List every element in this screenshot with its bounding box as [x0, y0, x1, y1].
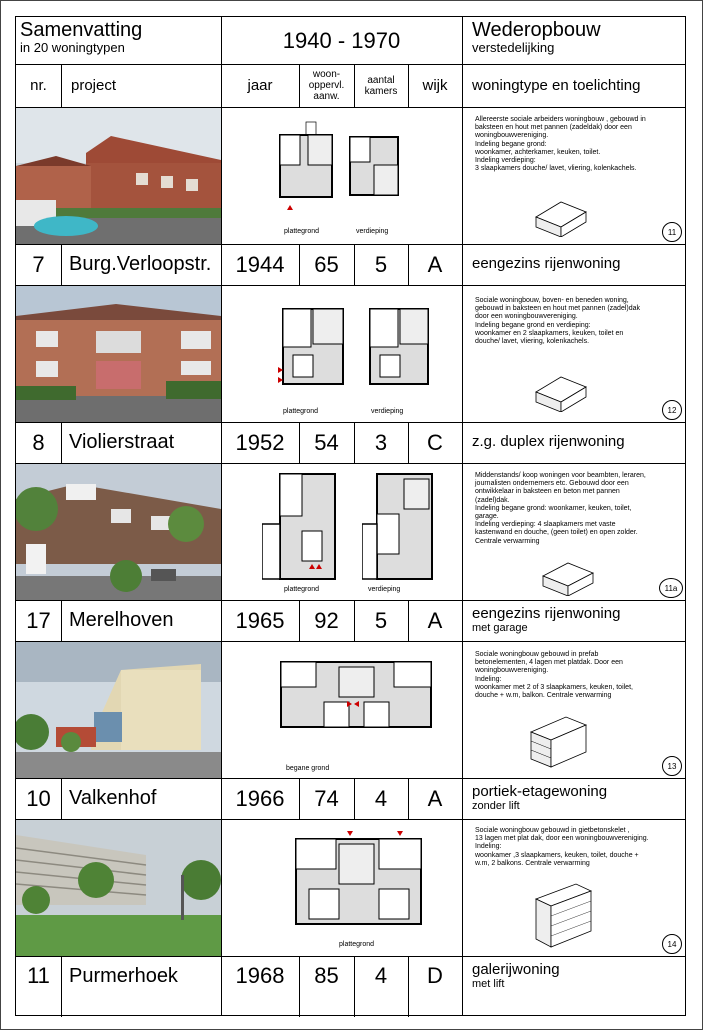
description-line: w.m, 2 balkons. Centrale verwarming: [475, 859, 590, 867]
woningtype-sublabel: met garage: [472, 622, 528, 634]
theme-subtitle: verstedelijking: [472, 40, 555, 55]
reference-badge: 11a: [659, 578, 683, 598]
col-header-line: oppervl.: [308, 80, 345, 91]
photo-purmerhoek: [16, 820, 221, 956]
axonometric-sketch: [531, 362, 591, 417]
woningtype-label: portiek-etagewoning: [472, 783, 608, 800]
photo-violierstraat: [16, 286, 221, 422]
description-line: woonkamer, achterkamer, keuken, toilet.: [475, 148, 601, 156]
col-header-wijk: wijk: [422, 77, 448, 94]
description-line: Indeling verdieping: 4 slaapkamers met vaste: [475, 521, 616, 529]
summary-table: [15, 16, 686, 1016]
entry-oppervlak: 54: [314, 429, 339, 455]
entry-woningtype: [462, 600, 687, 641]
description-line: betonelementen, 4 lagen met platdak. Door een: [475, 659, 623, 667]
entry-kamers: 4: [374, 963, 388, 988]
description-line: ontwikkelaar in baksteen en beton met pannen: [475, 488, 620, 496]
description-valkenhof: [475, 651, 685, 700]
floorplan-ground-merelhoven: [262, 469, 347, 604]
description-line: kastenwand en douche, (geen toilet) en open zolder.: [475, 529, 638, 537]
floorplan-ground-purmerhoek: [294, 829, 429, 944]
description-line: woonkamer met 2 of 3 slaapkamers, keuken, toilet,: [475, 683, 633, 691]
entry-oppervlak: 74: [314, 785, 339, 811]
entry-woningtype: [462, 778, 687, 819]
col-header-jaar: jaar: [247, 77, 273, 94]
photo-burg-verloopstr: [16, 108, 221, 244]
entry-jaar: 1968: [235, 963, 285, 988]
entry-kamers: 5: [374, 607, 388, 633]
floorplan-ground-valkenhof: [279, 657, 439, 737]
reference-badge: 13: [662, 756, 682, 776]
description-line: garage.: [475, 513, 499, 521]
woningtype-sublabel: met lift: [472, 978, 505, 990]
description-line: Sociale woningbouw gebouwd in gietbetonskelet ,: [475, 827, 630, 834]
axonometric-sketch: [531, 187, 591, 242]
rule: [61, 600, 62, 641]
description-burg-verloopstr: [475, 116, 685, 173]
col-header-kamers: [354, 64, 408, 107]
col-header-type: woningtype en toelichting: [472, 77, 641, 94]
col-header-nr: nr.: [30, 77, 47, 94]
entry-jaar: 1944: [235, 251, 285, 277]
plan-label: begane grond: [286, 765, 330, 772]
woningtype-sublabel: zonder lift: [472, 800, 520, 812]
reference-badge: 14: [662, 934, 682, 954]
floorplan-ground-burg-verloopstr: [278, 117, 338, 217]
page-title: Samenvatting: [20, 19, 143, 41]
description-line: Allereerste sociale arbeiders woningbouw , gebouwd in: [475, 116, 646, 123]
col-header-line: aanw.: [313, 91, 340, 102]
entry-project: Burg.Verloopstr.: [69, 253, 212, 275]
rule: [221, 17, 222, 1015]
entry-jaar: 1965: [235, 607, 285, 633]
description-line: Indeling verdieping:: [475, 157, 536, 165]
reference-badge: 12: [662, 400, 682, 420]
description-line: door een woningbouwvereniging.: [475, 313, 578, 321]
plan-label: plattegrond: [284, 586, 320, 593]
description-line: Indeling:: [475, 675, 502, 683]
floorplan-ground-violierstraat: [278, 307, 348, 402]
plan-label: verdieping: [371, 408, 404, 415]
description-purmerhoek: [475, 827, 685, 868]
description-line: Indeling:: [475, 843, 502, 851]
axonometric-sketch: [526, 707, 596, 777]
entry-woningtype: [462, 244, 687, 285]
rule: [61, 244, 62, 285]
entry-wijk: A: [427, 785, 443, 811]
entry-jaar: 1952: [235, 429, 285, 455]
description-line: woningbouwvereniging.: [475, 667, 549, 675]
plan-label: plattegrond: [284, 228, 320, 235]
description-line: Indeling begane grond en verdieping:: [475, 321, 591, 329]
title-block: [20, 17, 220, 64]
floorplan-upper-burg-verloopstr: [348, 135, 403, 205]
entry-nr: 17: [26, 607, 51, 633]
period-label: 1940 - 1970: [282, 27, 401, 53]
description-merelhoven: [475, 472, 685, 546]
entry-wijk: D: [427, 963, 443, 988]
floorplan-upper-merelhoven: [362, 469, 442, 599]
entry-kamers: 5: [374, 251, 388, 277]
entry-woningtype: [462, 956, 687, 996]
plan-label: verdieping: [368, 586, 401, 593]
entry-oppervlak: 65: [314, 251, 339, 277]
plan-label: plattegrond: [339, 941, 375, 948]
description-line: Sociale woningbouw gebouwd in prefab: [475, 651, 599, 658]
axonometric-sketch: [531, 879, 601, 954]
entry-oppervlak: 85: [314, 963, 339, 988]
description-line: woningbouwvereniging.: [475, 132, 549, 140]
rule: [61, 422, 62, 463]
entry-project: Violierstraat: [69, 431, 175, 453]
entry-jaar: 1966: [235, 785, 285, 811]
rule: [61, 64, 62, 107]
page-subtitle: in 20 woningtypen: [20, 40, 125, 55]
woningtype-label: galerijwoning: [472, 961, 560, 978]
description-violierstraat: [475, 297, 685, 346]
col-header-project: project: [71, 77, 117, 94]
description-line: Indeling begane grond:: [475, 140, 547, 148]
description-line: woonkamer ,3 slaapkamers, keuken, toilet, douche +: [475, 851, 639, 859]
description-line: woonkamer en 2 slaapkamers, keuken, toilet en: [475, 329, 624, 337]
photo-merelhoven: [16, 464, 221, 600]
woningtype-label: z.g. duplex rijenwoning: [472, 433, 625, 450]
entry-project: Purmerhoek: [69, 964, 178, 987]
description-line: journalisten ondernemers etc. Gebouwd door een: [475, 480, 629, 488]
entry-nr: 10: [26, 785, 51, 811]
reference-badge: 11: [662, 222, 682, 242]
floorplan-upper-violierstraat: [368, 307, 433, 392]
entry-nr: 8: [32, 429, 45, 455]
rule: [61, 778, 62, 819]
entry-kamers: 4: [374, 785, 388, 811]
plan-label: plattegrond: [283, 408, 319, 415]
entry-wijk: C: [427, 429, 443, 455]
rule: [462, 17, 463, 1015]
col-header-line: aantal: [367, 74, 395, 86]
description-line: gebouwd in baksteen en hout met pannen (zadel)dak: [475, 305, 641, 313]
col-header-line: woon-: [312, 69, 341, 80]
description-line: Sociale woningbouw, boven- en beneden woning,: [475, 297, 629, 304]
description-line: Indeling begane grond: woonkamer, keuken, toilet,: [475, 504, 632, 512]
description-line: Centrale verwarming: [475, 537, 540, 545]
rule: [61, 956, 62, 1017]
col-header-oppervlak: [299, 64, 354, 107]
entry-project: Valkenhof: [69, 787, 157, 809]
woningtype-label: eengezins rijenwoning: [472, 255, 621, 272]
description-line: 3 slaapkamers douche/ lavet, vliering, kolenkachels.: [475, 165, 637, 173]
plan-label: verdieping: [356, 228, 389, 235]
entry-nr: 11: [27, 963, 50, 988]
woningtype-label: eengezins rijenwoning: [472, 605, 621, 622]
description-line: douche/ lavet, vliering, kolenkachels.: [475, 338, 590, 346]
theme-title: Wederopbouw: [472, 19, 601, 41]
entry-oppervlak: 92: [314, 607, 339, 633]
entry-wijk: A: [427, 607, 443, 633]
description-line: (zadel)dak.: [475, 496, 510, 504]
description-line: 13 lagen met plat dak, door een woningbouwvereniging.: [475, 835, 649, 843]
photo-valkenhof: [16, 642, 221, 778]
entry-woningtype: [462, 422, 687, 463]
theme-block: [472, 17, 682, 64]
description-line: douche + w.m, balkon. Centrale verwarming: [475, 692, 612, 700]
entry-nr: 7: [32, 251, 45, 277]
axonometric-sketch: [538, 551, 598, 601]
entry-wijk: A: [427, 251, 443, 277]
entry-project: Merelhoven: [69, 609, 174, 631]
entry-kamers: 3: [374, 429, 388, 455]
col-header-line: kamers: [364, 85, 398, 97]
description-line: baksteen en hout met pannen (zadeldak) door een: [475, 124, 632, 132]
description-line: Middenstands/ koop woningen voor beambten, leraren,: [475, 472, 646, 479]
